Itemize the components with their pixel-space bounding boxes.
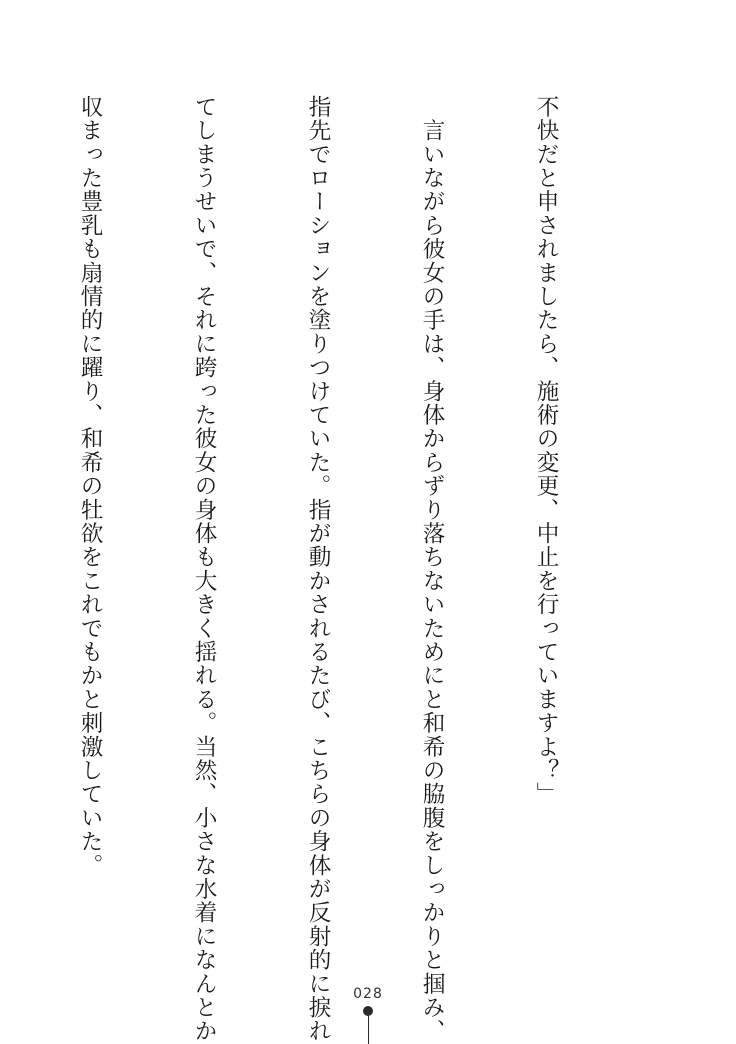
text-line-1: 不快だと申されましたら、施術の変更、中止を行っていますよ？」 (533, 95, 559, 806)
folio-rule (368, 1016, 369, 1044)
text-line-4: てしまうせいで、それに跨った彼女の身体も大きく揺れる。当然、小さな水着になんとか (191, 95, 217, 1043)
folio-dot-icon (363, 1006, 373, 1016)
page-number: 028 (353, 986, 383, 1002)
text-line-2: 言いながら彼女の手は、身体からずり落ちないためにと和希の脇腹をしっかりと掴み、 (419, 95, 445, 1043)
text-line-3: 指先でローションを塗りつけていた。指が動かされるたび、こちらの身体が反射的に捩れ (305, 95, 331, 1043)
text-line-5: 収まった豊乳も扇情的に躍り、和希の牡欲をこれでもかと刺激していた。 (77, 95, 103, 878)
